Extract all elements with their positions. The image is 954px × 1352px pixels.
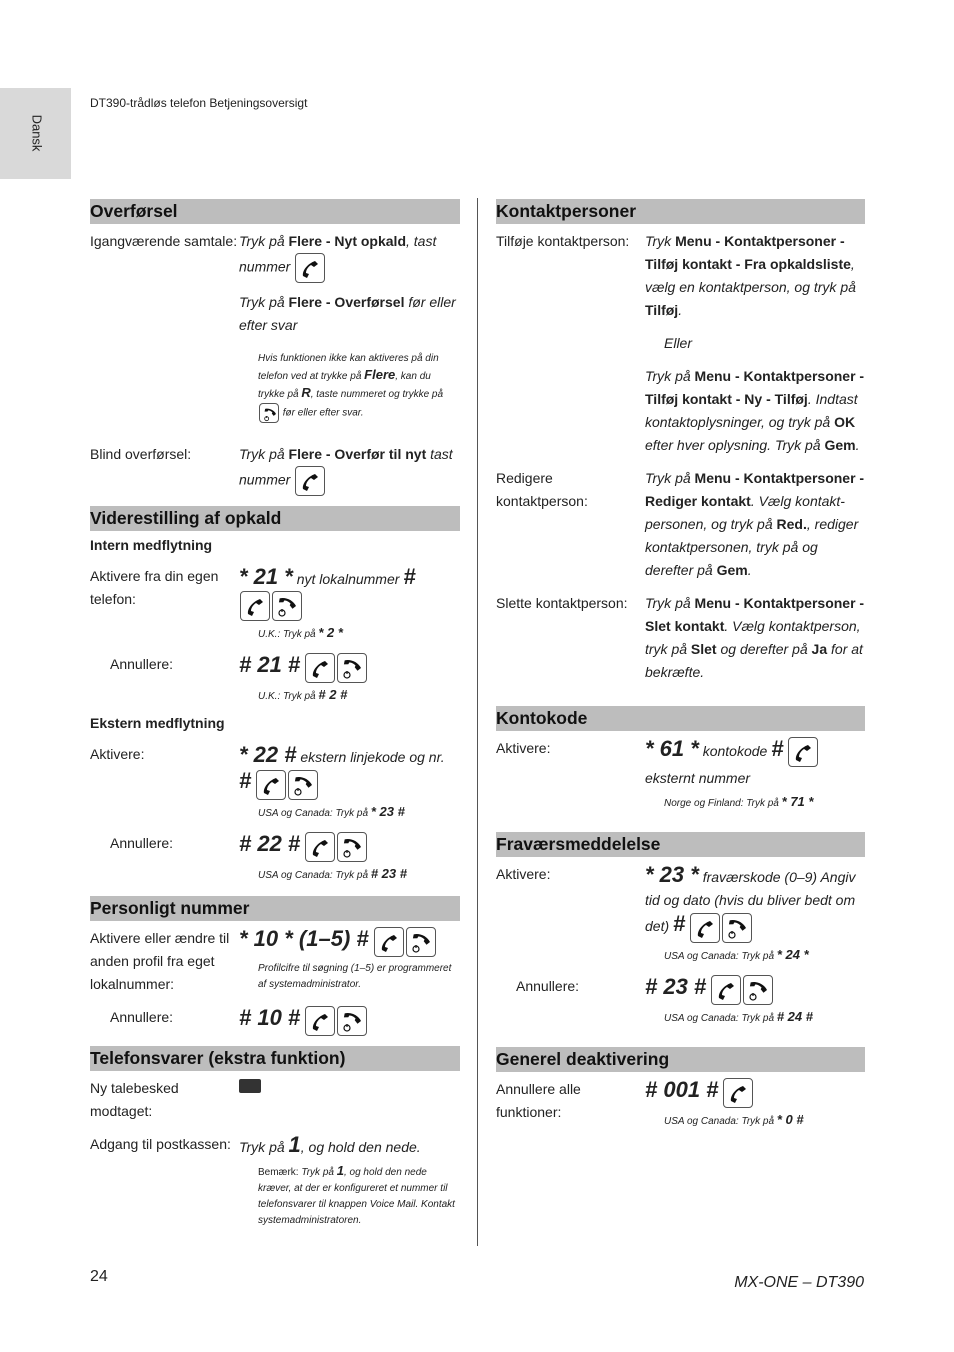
language-label: Dansk xyxy=(29,114,45,152)
onhook-icon xyxy=(288,770,318,800)
voicemail-icon xyxy=(239,1079,261,1093)
offhook-icon xyxy=(723,1078,753,1108)
offhook-icon xyxy=(256,770,286,800)
offhook-icon xyxy=(305,832,335,862)
offhook-icon xyxy=(788,737,818,767)
onhook-icon xyxy=(722,913,752,943)
offhook-icon xyxy=(240,591,270,621)
row-value: Tryk på Flere - Nyt opkald, tast nummer Tryk på Flere - Overførsel før eller efter svar Hvis funktionen ikke kan aktiveres på din telefon ved at trykke på Flere, kan du trykke på R, taste nummeret og trykke på før eller efter svar. xyxy=(239,230,460,433)
section-title-overforsel: Overførsel xyxy=(90,199,460,224)
offhook-icon xyxy=(690,913,720,943)
row-igangvaerende xyxy=(90,230,460,433)
offhook-icon xyxy=(305,653,335,683)
offhook-icon xyxy=(295,253,325,283)
column-divider xyxy=(477,198,478,1246)
section-title-kontokode: Kontokode xyxy=(496,706,865,731)
offhook-icon xyxy=(295,466,325,496)
onhook-icon xyxy=(337,1006,367,1036)
footer-title: MX-ONE – DT390 xyxy=(734,1274,864,1291)
onhook-icon xyxy=(337,653,367,683)
onhook-icon xyxy=(337,832,367,862)
subheading-intern: Intern medflytning xyxy=(90,537,213,553)
offhook-icon xyxy=(305,1006,335,1036)
page-header: DT390-trådløs telefon Betjeningsoversigt xyxy=(90,96,308,110)
section-title-fravaer: Fraværsmeddelelse xyxy=(496,832,865,857)
section-title-viderestilling: Viderestilling af opkald xyxy=(90,506,460,531)
section-title-kontakt: Kontaktpersoner xyxy=(496,199,865,224)
onhook-icon xyxy=(406,927,436,957)
onhook-icon xyxy=(259,403,279,423)
section-title-personligt: Personligt nummer xyxy=(90,896,460,921)
right-column: Kontaktpersoner Tilføje kontaktperson: Tryk Menu - Kontaktpersoner - Tilføj kontakt - Fra opkaldsliste, vælg en kontaktperson, og tryk på Tilføj. Eller Tryk på Menu - Kontaktpersoner - Tilføj kontakt - Ny - Tilføj. Indtast kontaktoplysninger, og tryk på OK efter hver oplysning. Tryk på Gem. Redigere kontaktperson: Tryk på Menu - Kontaktpersoner - Rediger kontakt. Vælg kontakt-personen, og tryk på Red., rediger kontaktpersonen, tryk på og derefter på Gem. Slette kontaktperson: Tryk på Menu - Kontaktpersoner - Slet kontakt. Vælg kontaktperson, tryk på Slet og derefter på Ja for at bekræfte. Kontokode Aktivere: * 61 * kontokode # eksternt nummer Norge og Finland: Tryk på * 71 * Fraværsmeddelelse Aktivere: * 23 * fraværskode (0–9) Angiv tid og dato (hvis du bliver bedt om det) # USA og Canada: Tryk på * 24 * Annullere: # 23 # USA og Canada: Tryk på # 24 # Generel deaktivering Annullere alle funktioner: # 001 # USA og Canada: Tryk på * 0 # xyxy=(496,201,865,1128)
note-overforsel: Hvis funktionen ikke kan aktiveres på din telefon ved at trykke på Flere, kan du trykke på R, taste nummeret og trykke på før eller efter svar. xyxy=(258,351,460,423)
section-title-generel: Generel deaktivering xyxy=(496,1047,865,1072)
offhook-icon xyxy=(374,927,404,957)
section-title-telefonsvarer: Telefonsvarer (ekstra funktion) xyxy=(90,1046,460,1071)
onhook-icon xyxy=(743,975,773,1005)
subheading-ekstern: Ekstern medflytning xyxy=(90,715,225,732)
language-tab xyxy=(0,88,71,179)
page-number: 24 xyxy=(90,1268,108,1285)
left-column: Overførsel Igangværende samtale: Tryk på Flere - Nyt opkald, tast nummer Tryk på Flere - Overførsel før eller efter svar Hvis funktionen ikke kan aktiveres på din telefon ved at trykke på Flere, kan du trykke på R, taste nummeret og trykke på før eller efter svar. Blind overførsel: Tryk på Flere - Overfør til nyt tast nummer Viderestilling af opkald Intern medflytning Aktivere fra din egen telefon: * 21 * nyt lokalnummer # U.K.: Tryk på * 2 * Annullere: # 21 # U.K.: Tryk på # 2 # Ekstern medflytning Aktivere: * 22 # ekstern linjekode og nr. # USA og Canada: Tryk på * 23 # Annullere: # 22 # USA og Canada: Tryk på # 23 # Personligt nummer Aktivere eller ændre til anden profil fra eget lokalnummer: * 10 * (1–5) # Profilcifre til søgning (1–5) er programmeret af systemadministrator. Annullere: # 10 # Telefonsvarer (ekstra funktion) Ny talebesked modtaget: Adgang til postkassen: Tryk på 1, og hold den nede. Bemærk: Tryk på 1, og hold den nede kræver, at der er konfigureret et nummer til telefonsvarer til knappen Voice Mail. Kontakt systemadministratoren. xyxy=(90,199,460,1249)
row-blind: Blind overførsel: Tryk på Flere - Overfør til nyt tast nummer xyxy=(90,443,460,496)
offhook-icon xyxy=(711,975,741,1005)
onhook-icon xyxy=(272,591,302,621)
row-label: Igangværende samtale: xyxy=(90,233,238,249)
